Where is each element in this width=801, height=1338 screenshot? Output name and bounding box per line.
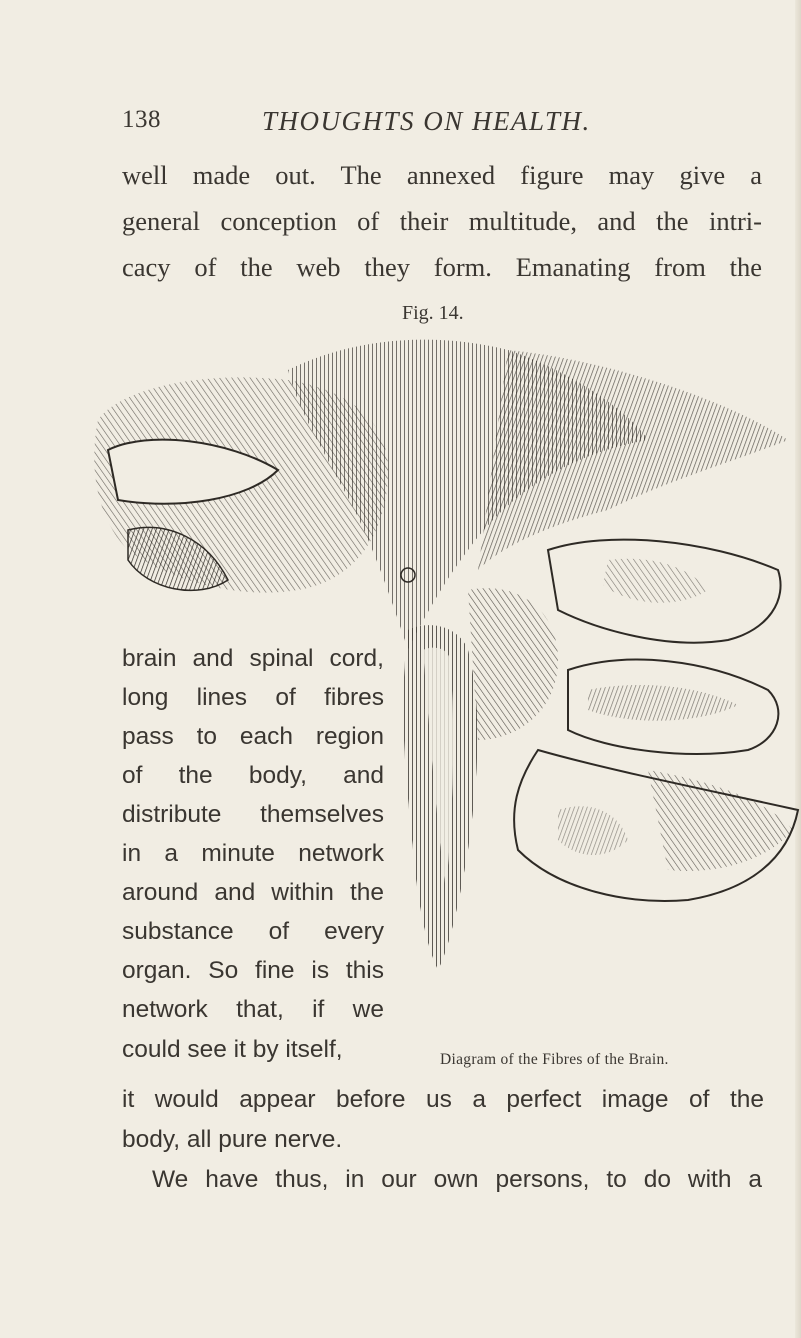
wrapped-line-2: long lines of fibres bbox=[122, 684, 384, 711]
body-line-2: general conception of their multitude, and the intri- bbox=[122, 206, 762, 236]
body-line-3: cacy of the web they form. Emanating from the bbox=[122, 252, 762, 282]
running-head: THOUGHTS ON HEALTH. bbox=[262, 106, 591, 136]
bottom-line-2: body, all pure nerve. bbox=[122, 1126, 343, 1153]
wrapped-line-1: brain and spinal cord, bbox=[122, 645, 384, 672]
wrapped-line-5: distribute themselves bbox=[122, 801, 384, 828]
figure-caption: Diagram of the Fibres of the Brain. bbox=[440, 1051, 669, 1068]
bottom-line-1: it would appear before us a perfect image of the bbox=[122, 1086, 764, 1113]
bottom-line-3: We have thus, in our own persons, to do with a bbox=[152, 1166, 762, 1193]
wrapped-line-9: organ. So fine is this bbox=[122, 957, 384, 984]
wrapped-line-7: around and within the bbox=[122, 879, 384, 906]
figure-label: Fig. 14. bbox=[402, 302, 464, 324]
wrapped-line-8: substance of every bbox=[122, 918, 384, 945]
wrapped-line-10: network that, if we bbox=[122, 996, 384, 1023]
page-header bbox=[0, 106, 801, 146]
body-line-1: well made out. The annexed figure may give a bbox=[122, 160, 762, 190]
wrapped-line-3: pass to each region bbox=[122, 723, 384, 750]
wrapped-line-11: could see it by itself, bbox=[122, 1036, 343, 1063]
wrapped-line-6: in a minute network bbox=[122, 840, 384, 867]
wrapped-line-4: of the body, and bbox=[122, 762, 384, 789]
page-number: 138 bbox=[122, 106, 161, 133]
